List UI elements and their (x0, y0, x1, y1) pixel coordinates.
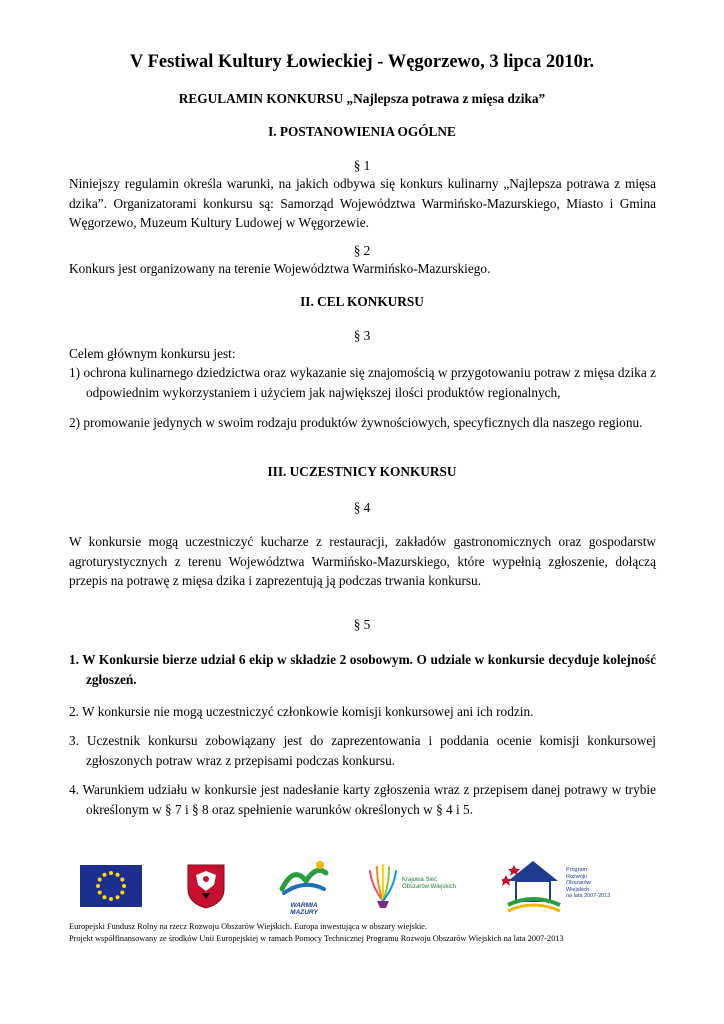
paragraph-sign-5: § 5 (353, 617, 371, 632)
goal-list-item: 1) ochrona kulinarnego dziedzictwa oraz wykazanie się znajomością w przygotowaniu potraw z mięsa dzika z odpowiednim wykorzystaniem i użyciem jak największej ilości produktów regionalnych, (69, 365, 656, 400)
paragraph-sign-1: § 1 (353, 158, 371, 173)
rules-list-item: 3. Uczestnik konkursu zobowiązany jest do zaprezentowania i poddania ocenie komisji konkursowej zgłoszonych potraw wraz z przepisami podczas konkursu. (69, 733, 656, 768)
prow-line: Program (566, 867, 588, 873)
coat-of-arms-icon (186, 863, 226, 909)
ksow-line-1: Krajowa Sieć (402, 877, 438, 883)
section-heading-general: I. POSTANOWIENIA OGÓLNE (268, 124, 456, 139)
warmia-mazury-logo (276, 859, 332, 917)
footer-note (69, 921, 689, 945)
paragraph-4-text: W konkursie mogą uczestniczyć kucharze z restauracji, zakładów gastronomicznych oraz gospodarstw agroturystycznych z terenu Województwa Warmińsko-Mazurskiego, które wypełnią zgłoszenie, dołączą przepis na potrawę z mięsa dzika i zaprezentują ją podczas trwania konkursu. (69, 534, 656, 588)
prow-line: Wiejskich (566, 886, 590, 893)
rules-list-item: 1. W Konkursie bierze udział 6 ekip w składzie 2 osobowym. O udziale w konkursie decyduje kolejność zgłoszeń. (69, 652, 656, 687)
document-subtitle: REGULAMIN KONKURSU „Najlepsza potrawa z mięsa dzika” (178, 91, 546, 106)
document-title: V Festiwal Kultury Łowieckiej - Węgorzewo, 3 lipca 2010r. (129, 52, 595, 72)
rules-list-item: 4. Warunkiem udziału w konkursie jest nadesłanie karty zgłoszenia wraz z przepisem danej potrawy w trybie określonym w § 7 i § 8 oraz spełnienie warunków określonych w § 4 i 5. (69, 782, 656, 817)
ksow-line-2: Obszarów Wiejskich (402, 884, 457, 890)
warmia-mazury-text: WARMIA MAZURY (290, 902, 318, 916)
paragraph-sign-4: § 4 (353, 500, 371, 515)
footer-line-1: Europejski Fundusz Rolny na rzecz Rozwoju Obszarów Wiejskich. Europa inwestująca w obszary wiejskie. (69, 922, 428, 931)
eu-flag-icon (80, 865, 142, 907)
paragraph-sign-2: § 2 (353, 243, 371, 258)
paragraph-3-intro: Celem głównym konkursu jest: (69, 346, 236, 361)
paragraph-1-text: Niniejszy regulamin określa warunki, na jakich odbywa się konkurs kulinarny „Najlepsza potrawa z mięsa dzika”. Organizatorami konkursu są: Samorząd Województwa Warmińsko-Mazurskiego, Miasto i Gmina Węgorzewo, Muzeum Kultury Ludowej w Węgorzewie. (69, 176, 656, 230)
section-heading-goal: II. CEL KONKURSU (300, 294, 424, 309)
prow-logo (502, 857, 612, 917)
rules-list-item: 2. W konkursie nie mogą uczestniczyć członkowie komisji konkursowej ani ich rodzin. (69, 704, 534, 719)
section-heading-participants: III. UCZESTNICY KONKURSU (267, 464, 457, 479)
prow-line: Rozwoju (566, 873, 588, 880)
sponsor-logos (0, 855, 724, 920)
goal-list-item: 2) promowanie jedynych w swoim rodzaju produktów żywnościowych, specyficznych dla naszego regionu. (69, 415, 643, 430)
prow-line: Obszarów (566, 880, 591, 886)
paragraph-sign-3: § 3 (353, 328, 371, 343)
footer-line-2: Projekt współfinansowany ze środków Unii Europejskiej w ramach Pomocy Technicznej Programu Rozwoju Obszarów Wiejskich na lata 2007-2013 (69, 934, 564, 943)
ksow-logo (366, 861, 486, 913)
paragraph-2-text: Konkurs jest organizowany na terenie Województwa Warmińsko-Mazurskiego. (69, 261, 491, 276)
prow-line: na lata 2007-2013 (566, 893, 611, 899)
